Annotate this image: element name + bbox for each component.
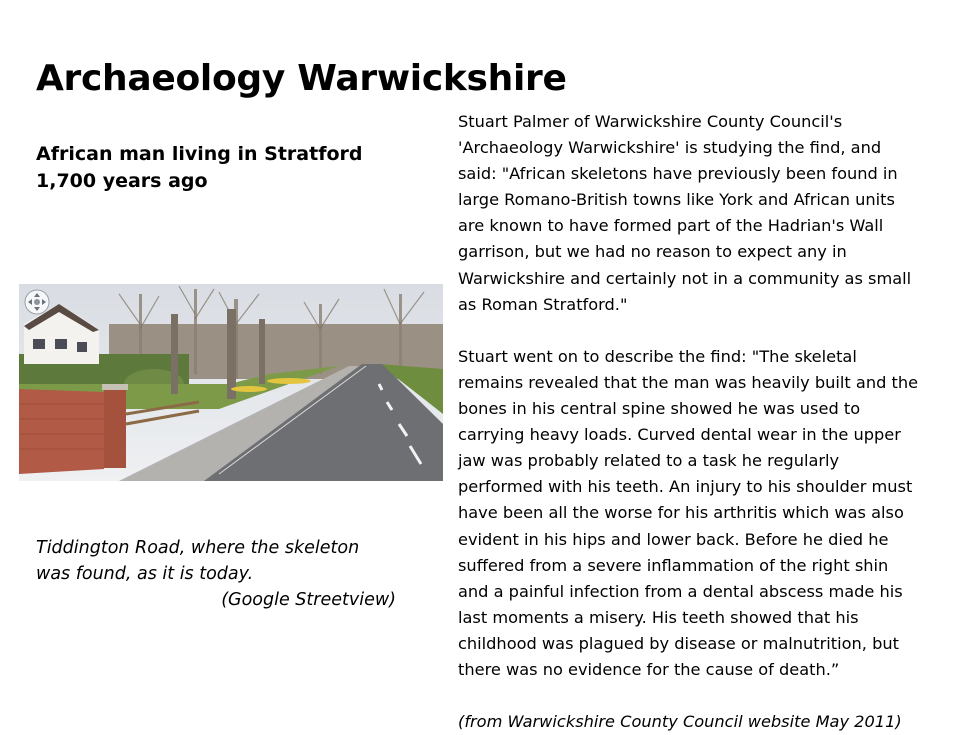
caption-line-2: was found, as it is today. [36,564,254,584]
paragraph-spacer [458,683,948,709]
text-line: childhood was plagued by disease or malnutrition, but [458,633,899,653]
text-line: last moments a misery. His teeth showed that his [458,607,859,627]
paragraph-find-description [458,344,948,683]
subtitle-line-2: 1,700 years ago [36,170,208,192]
text-line: Stuart went on to describe the find: "The skeletal [458,346,857,366]
text-line: suffered from a severe inflammation of the right shin [458,555,889,575]
subtitle-line-1: African man living in Stratford [36,143,363,165]
text-line: garrison, but we had no reason to expect any in [458,242,847,262]
paragraph-quote-palmer [458,109,948,318]
text-line: and a painful infection from a dental abscess made his [458,581,903,601]
streetview-navigation-icon[interactable] [25,290,49,314]
text-line: carrying heavy loads. Curved dental wear in the upper [458,425,901,445]
text-line: have been all the worse for his arthritis which was also [458,503,904,523]
article-body [458,109,948,735]
source-citation: (from Warwickshire County Council website May 2011) [458,712,902,732]
text-line: jaw was probably related to a task he regularly [458,451,840,471]
photo-caption [36,535,406,613]
text-line: are known to have formed part of the Hadrian's Wall [458,216,884,236]
subtitle [36,141,436,195]
text-line: as Roman Stratford." [458,294,628,314]
text-line: said: "African skeletons have previously been found in [458,164,898,184]
text-line: 'Archaeology Warwickshire' is studying the find, and [458,138,882,158]
text-line: Warwickshire and certainly not in a community as small [458,268,912,288]
text-line: Stuart Palmer of Warwickshire County Council's [458,112,843,131]
caption-source: (Google Streetview) [221,590,396,610]
text-line: performed with his teeth. An injury to his shoulder must [458,477,913,497]
text-line: remains revealed that the man was heavily built and the [458,372,919,392]
text-line: evident in his hips and lower back. Before he died he [458,529,889,549]
text-line: bones in his central spine showed he was used to [458,399,861,419]
street-photo [19,284,443,481]
caption-line-1: Tiddington Road, where the skeleton [36,538,360,558]
text-line: there was no evidence for the cause of death.” [458,659,840,679]
slide-title: Archaeology Warwickshire [36,58,567,99]
text-line: large Romano-British towns like York and African units [458,190,895,210]
paragraph-spacer [458,318,948,344]
